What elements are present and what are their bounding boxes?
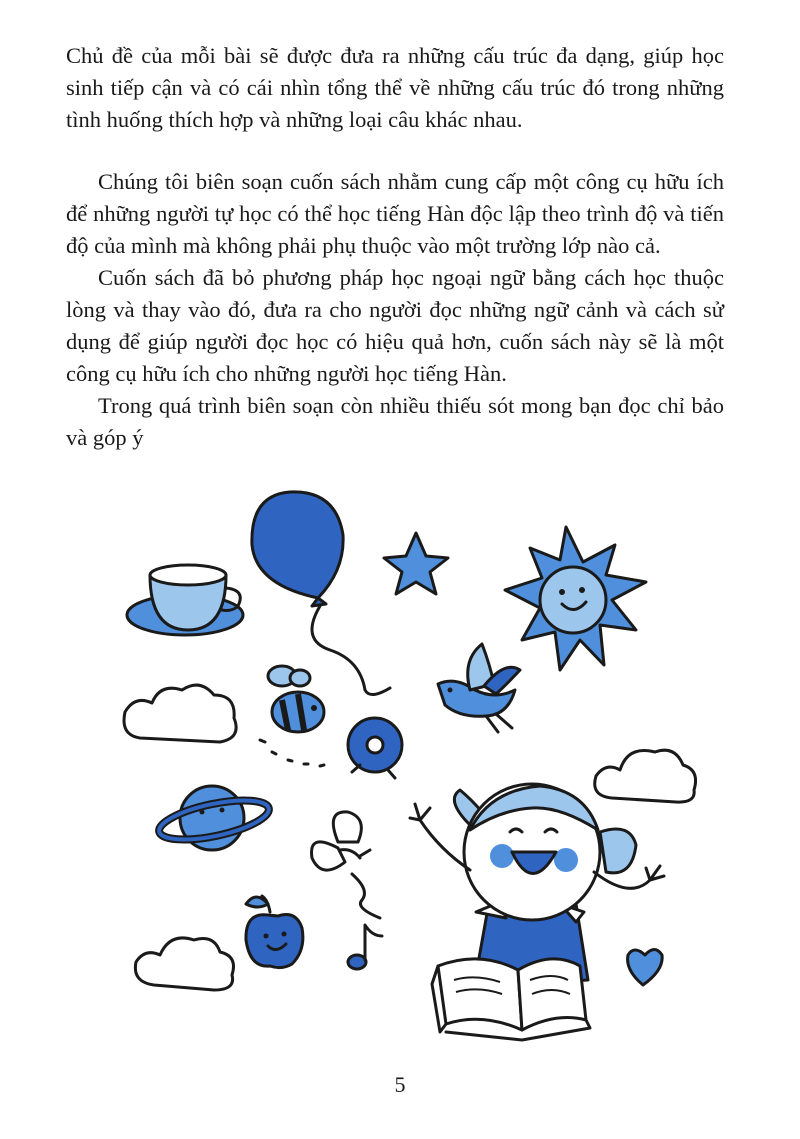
body-text [66, 40, 724, 454]
bird-icon [438, 644, 520, 732]
flower-icon [348, 718, 402, 778]
paragraph-4: Trong quá trình biên soạn còn nhiều thiếu sót mong bạn đọc chỉ bảo và góp ý [66, 393, 724, 450]
cloud-icon [595, 750, 696, 802]
bee-icon [260, 666, 324, 766]
sun-icon [505, 527, 646, 670]
paragraph-3: Cuốn sách đã bỏ phương pháp học ngoại ngữ bằng cách học thuộc lòng và thay vào đó, đưa ra cho người đọc những ngữ cảnh và cách sử dụng để giúp người đọc học có hiệu quả hơn, cuốn sách này sẽ là một công cụ hữu ích cho những người học tiếng Hàn. [66, 265, 724, 386]
music-note-icon [348, 925, 382, 969]
decorative-illustration [100, 490, 740, 1050]
paragraph-1: Chủ đề của mỗi bài sẽ được đưa ra những cấu trúc đa dạng, giúp học sinh tiếp cận và có cái nhìn tổng thể về những cấu trúc đó trong những tình huống thích hợp và những loại câu khác nhau. [66, 43, 724, 132]
cloud-icon [124, 685, 236, 742]
girl-reading-book [410, 784, 664, 1040]
apple-icon [246, 896, 303, 968]
teacup-icon [127, 565, 243, 635]
planet-icon [156, 786, 272, 850]
paragraph-2: Chúng tôi biên soạn cuốn sách nhằm cung cấp một công cụ hữu ích để những người tự học có thể học tiếng Hàn độc lập theo trình độ và tiến độ của mình mà không phải phụ thuộc vào một trường lớp nào cả. [66, 169, 724, 258]
star-icon [384, 533, 448, 594]
butterfly-icon [312, 812, 380, 918]
page-number: 5 [394, 1072, 406, 1097]
heart-icon [628, 950, 663, 986]
cloud-icon [135, 938, 233, 990]
balloon-icon [252, 492, 390, 695]
